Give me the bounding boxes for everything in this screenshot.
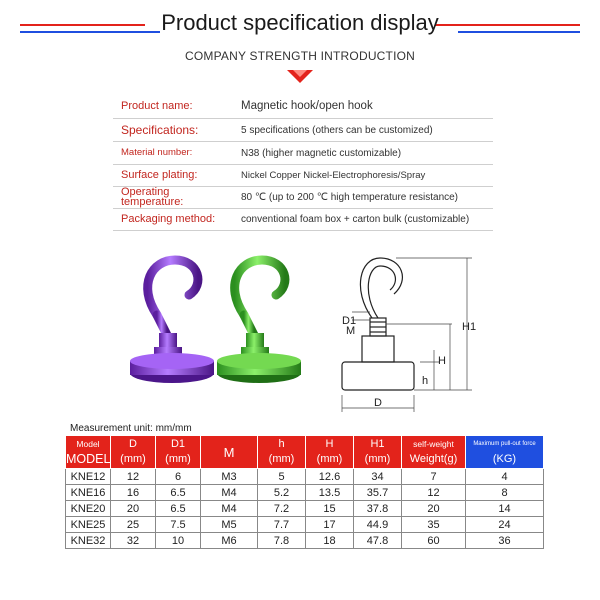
- table-cell: 60: [402, 533, 466, 549]
- table-cell: 25: [111, 517, 156, 533]
- dimension-diagram: [322, 250, 482, 420]
- table-row: [66, 533, 544, 549]
- chevron-down-icon: [287, 70, 313, 88]
- table-cell: 10: [156, 533, 201, 549]
- spec-label: Material number:: [121, 147, 193, 158]
- table-cell: 32: [111, 533, 156, 549]
- spec-value: 5 specifications (others can be customized): [241, 124, 433, 136]
- table-cell: 12: [402, 485, 466, 501]
- spec-row-product-name: [113, 94, 493, 119]
- spec-row-surface-plating: [113, 164, 493, 187]
- table-cell: 20: [111, 501, 156, 517]
- diagram-label-d1: D1: [342, 315, 357, 327]
- header-m: M: [201, 436, 258, 469]
- header-d1: D1 (mm): [156, 436, 201, 469]
- diagram-label-h-lower: h: [422, 375, 429, 387]
- spec-value: 80 ℃ (up to 200 ℃ high temperature resistance): [241, 191, 459, 203]
- table-cell: 7.7: [258, 517, 306, 533]
- table-cell: 37.8: [354, 501, 402, 517]
- spec-label: Specifications:: [121, 123, 199, 137]
- header-h1: H1 (mm): [354, 436, 402, 469]
- table-cell: 17: [306, 517, 354, 533]
- spec-label: Packaging method:: [121, 213, 216, 225]
- table-row: [66, 485, 544, 501]
- spec-label: Surface plating:: [121, 169, 198, 181]
- table-cell: 34: [354, 469, 402, 485]
- table-cell: 7.5: [156, 517, 201, 533]
- table-cell: 44.9: [354, 517, 402, 533]
- table-cell: 35.7: [354, 485, 402, 501]
- table-cell: 7.2: [258, 501, 306, 517]
- diagram-label-m: M: [346, 325, 356, 337]
- diagram-label-d: D: [374, 397, 382, 409]
- table-cell: KNE16: [66, 485, 111, 501]
- green-hook-image: [210, 255, 310, 405]
- table-cell: 4: [466, 469, 544, 485]
- spec-row-specifications: [113, 119, 493, 142]
- diagram-label-h1: H1: [462, 321, 477, 333]
- header-weight: self-weight Weight(g): [402, 436, 466, 469]
- table-cell: 20: [402, 501, 466, 517]
- table-cell: 7.8: [258, 533, 306, 549]
- spec-row-packaging-method: [113, 208, 493, 231]
- spec-row-material-number: [113, 142, 493, 165]
- table-header-row: [66, 436, 544, 469]
- table-cell: M3: [201, 469, 258, 485]
- table-cell: 24: [466, 517, 544, 533]
- table-cell: 36: [466, 533, 544, 549]
- table-cell: KNE12: [66, 469, 111, 485]
- table-cell: 5.2: [258, 485, 306, 501]
- spec-value: Magnetic hook/open hook: [241, 100, 373, 112]
- header-d: D (mm): [111, 436, 156, 469]
- spec-value: N38 (higher magnetic customizable): [241, 147, 402, 159]
- table-cell: 6.5: [156, 485, 201, 501]
- table-cell: M4: [201, 485, 258, 501]
- table-cell: 16: [111, 485, 156, 501]
- table-cell: M6: [201, 533, 258, 549]
- diagram-label-h-upper: H: [438, 355, 446, 367]
- table-cell: KNE20: [66, 501, 111, 517]
- measurement-unit-label: Measurement unit: mm/mm: [70, 423, 192, 434]
- table-row: [66, 469, 544, 485]
- table-cell: M5: [201, 517, 258, 533]
- spec-label: Operating temperature:: [121, 186, 184, 208]
- spec-value: conventional foam box + carton bulk (customizable): [241, 213, 470, 225]
- header-model: Model MODEL: [66, 436, 111, 469]
- page-subtitle: COMPANY STRENGTH INTRODUCTION: [184, 49, 416, 63]
- header-h-small: h (mm): [258, 436, 306, 469]
- header-pull-force: Maximum pull-out force (KG): [466, 436, 544, 469]
- header-h-large: H (mm): [306, 436, 354, 469]
- table-cell: 6.5: [156, 501, 201, 517]
- table-cell: 6: [156, 469, 201, 485]
- table-cell: 12: [111, 469, 156, 485]
- table-cell: 14: [466, 501, 544, 517]
- table-cell: 15: [306, 501, 354, 517]
- table-cell: 12.6: [306, 469, 354, 485]
- spec-row-operating-temperature: [113, 186, 493, 209]
- table-row: [66, 517, 544, 533]
- table-cell: 13.5: [306, 485, 354, 501]
- table-cell: 8: [466, 485, 544, 501]
- table-cell: KNE25: [66, 517, 111, 533]
- table-cell: 18: [306, 533, 354, 549]
- table-cell: KNE32: [66, 533, 111, 549]
- table-cell: 35: [402, 517, 466, 533]
- table-row: [66, 501, 544, 517]
- specification-table: [65, 435, 544, 549]
- table-cell: 47.8: [354, 533, 402, 549]
- table-cell: 5: [258, 469, 306, 485]
- spec-value: Nickel Copper Nickel-Electrophoresis/Spray: [241, 169, 426, 181]
- spec-label: Product name:: [121, 100, 193, 112]
- page-title: Product specification display: [161, 10, 439, 35]
- table-cell: M4: [201, 501, 258, 517]
- table-cell: 7: [402, 469, 466, 485]
